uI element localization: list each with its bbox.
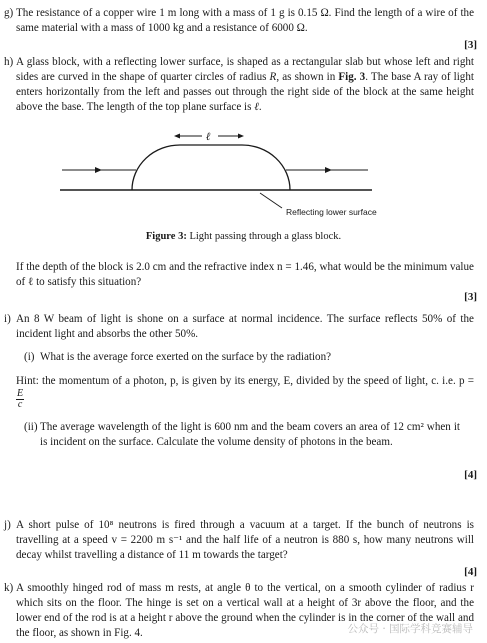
figure-3-caption: Figure 3: Light passing through a glass block. [145,231,342,242]
question-h-part [4,260,474,290]
question-g-label: g) [4,7,14,19]
question-i-label: i) [4,313,11,325]
question-i-text: An 8 W beam of light is shone on a surface at normal incidence. The surface reflects 50% of the incident light and absorbs the other 50%. [16,313,474,340]
incoming-ray-arrowhead [95,167,102,173]
question-i-hint [4,374,474,410]
question-g-marks: [3] [464,39,477,51]
question-h-label: h) [4,56,14,68]
question-i-sub2-text: The average wavelength of the light is 600 nm and the beam covers an area of 12 cm² when it is incident on the surface. Calculate the volume density of photons in the beam. [40,421,460,448]
question-j-label: j) [4,519,11,531]
question-k-text: A smoothly hinged rod of mass m rests, at angle θ to the vertical, on a smooth cylinder of radius r which sits on the floor. The hinge is set on a vertical wall at a height of 3r above the floor, and the lower end of the rod is at a height r above the ground when the cylinder is in the corner of the wall and the floor, as shown in Fig. 4. [16,582,474,639]
figure-3-glass-block [0,0,487,250]
figure-length-label: ℓ [205,131,211,143]
question-h-marks: [3] [464,291,477,303]
figure-surface-label: Reflecting lower surface [286,207,377,217]
question-i [4,312,474,342]
question-j-marks: [4] [464,566,477,578]
question-i-sub1-label: (i) [24,351,35,363]
question-h-question: If the depth of the block is 2.0 cm and the refractive index n = 1.46, what would be the minimum value of ℓ to satisfy this situation? [16,261,474,288]
question-h-text: A glass block, with a reflecting lower surface, is shaped as a rectangular slab but whose left and right sides are curved in the shape of quarter circles of radius R, as shown in Fig. 3. The base A ray of light enters horizontally from the left and passes out through the right side of the block at the same height above the base. The length of the top plane surface is ℓ. [16,56,474,113]
question-i-sub2-label: (ii) [24,421,38,433]
hint-fraction: $\frac{E}{c}$ [17,388,24,410]
question-i-hint-text: Hint: the momentum of a photon, p, is given by its energy, E, divided by the speed of light, c. i.e. p = $\frac{E}{c}$ [16,375,474,410]
length-arrowhead-left [174,134,180,139]
question-i-sub1 [24,350,460,365]
outgoing-ray-arrowhead [325,167,332,173]
question-i-sub2 [24,420,460,450]
question-i-sub1-text: What is the average force exerted on the surface by the radiation? [40,351,332,363]
watermark: 公众号 · 国际学科竞赛辅导 [347,623,473,635]
length-arrowhead-right [238,134,244,139]
glass-block-outline [132,145,290,190]
question-i-marks: [4] [464,469,477,481]
question-j-text: A short pulse of 10⁸ neutrons is fired through a vacuum at a target. If the bunch of neutrons is travelling at a speed v = 2200 m s⁻¹ and the half life of a neutron is 880 s, how many neutrons will decay whilst travelling a distance of 11 m towards the target? [16,519,474,561]
question-j [4,518,474,563]
surface-pointer-line [260,193,282,208]
question-k-label: k) [4,582,14,594]
question-g-text: The resistance of a copper wire 1 m long with a mass of 1 g is 0.15 Ω. Find the length of a wire of the same material with a mass of 1000 kg and a resistance of 6000 Ω. [16,7,474,34]
